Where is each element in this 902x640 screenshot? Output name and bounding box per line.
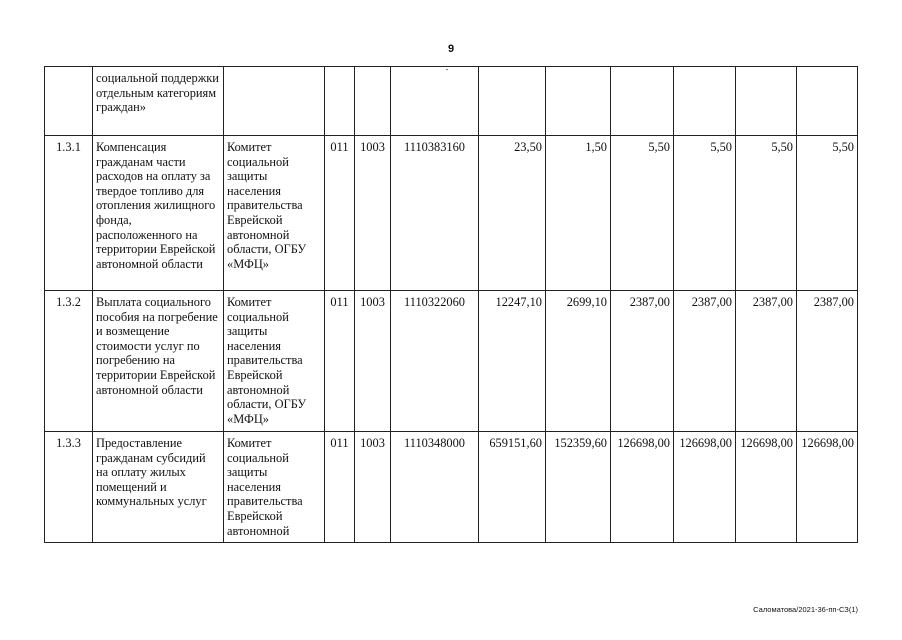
row-value-year1-cell: 2699,10 <box>546 291 611 432</box>
row-number-cell: 1.3.1 <box>45 136 93 291</box>
row-value-year4-cell: 5,50 <box>736 136 797 291</box>
budget-table <box>44 66 858 543</box>
row-value-year5-cell: 5,50 <box>797 136 858 291</box>
row-grbs-cell: 011 <box>325 291 355 432</box>
row-executor-cell: Комитет социальной защиты населения правительства Еврейской автономной области, ОГБУ «МФЦ» <box>224 136 325 291</box>
row-value-year5-cell <box>797 67 858 136</box>
row-value-year3-cell: 126698,00 <box>674 432 736 543</box>
row-rzpr-cell: 1003 <box>355 136 391 291</box>
row-name-cell: Предоставление гражданам субсидий на оплату жилых помещений и коммунальных услуг <box>93 432 224 543</box>
row-value-year5-cell: 126698,00 <box>797 432 858 543</box>
row-grbs-cell: 011 <box>325 432 355 543</box>
row-grbs-cell <box>325 67 355 136</box>
row-number-cell: 1.3.3 <box>45 432 93 543</box>
row-csr-cell <box>391 67 479 136</box>
row-name-cell: Выплата социального пособия на погребение и возмещение стоимости услуг по погребению на территории Еврейской автономной области <box>93 291 224 432</box>
row-value-year4-cell <box>736 67 797 136</box>
row-name-cell: социальной поддержки отдельным категориям граждан» <box>93 67 224 136</box>
row-value-year2-cell: 5,50 <box>611 136 674 291</box>
table-row <box>45 136 858 291</box>
table-row <box>45 67 858 136</box>
row-value-year3-cell <box>674 67 736 136</box>
row-rzpr-cell <box>355 67 391 136</box>
table-row <box>45 291 858 432</box>
row-value-year1-cell: 1,50 <box>546 136 611 291</box>
row-csr-cell: 1110383160 <box>391 136 479 291</box>
table-row <box>45 432 858 543</box>
row-executor-cell: Комитет социальной защиты населения правительства Еврейской автономной области, ОГБУ «МФЦ» <box>224 291 325 432</box>
row-value-year5-cell: 2387,00 <box>797 291 858 432</box>
row-value-year1-cell <box>546 67 611 136</box>
row-rzpr-cell: 1003 <box>355 291 391 432</box>
row-executor-cell <box>224 67 325 136</box>
row-value-year2-cell: 126698,00 <box>611 432 674 543</box>
row-value-year3-cell: 5,50 <box>674 136 736 291</box>
row-executor-cell: Комитет социальной защиты населения правительства Еврейской автономной <box>224 432 325 543</box>
row-value-total-cell: 12247,10 <box>479 291 546 432</box>
row-value-total-cell <box>479 67 546 136</box>
row-value-year2-cell <box>611 67 674 136</box>
row-value-year4-cell: 126698,00 <box>736 432 797 543</box>
row-number-cell <box>45 67 93 136</box>
page-number: 9 <box>447 43 455 55</box>
row-value-total-cell: 23,50 <box>479 136 546 291</box>
row-value-year2-cell: 2387,00 <box>611 291 674 432</box>
row-value-year3-cell: 2387,00 <box>674 291 736 432</box>
row-name-cell: Компенсация гражданам части расходов на оплату за твердое топливо для отопления жилищного фонда, расположенного на территории Еврейской автономной области <box>93 136 224 291</box>
row-value-year4-cell: 2387,00 <box>736 291 797 432</box>
row-csr-cell: 1110322060 <box>391 291 479 432</box>
row-value-year1-cell: 152359,60 <box>546 432 611 543</box>
row-rzpr-cell: 1003 <box>355 432 391 543</box>
row-number-cell: 1.3.2 <box>45 291 93 432</box>
row-value-total-cell: 659151,60 <box>479 432 546 543</box>
row-grbs-cell: 011 <box>325 136 355 291</box>
row-csr-cell: 1110348000 <box>391 432 479 543</box>
document-footer-reference: Саломатова/2021-36-пп-СЗ(1) <box>753 605 858 614</box>
